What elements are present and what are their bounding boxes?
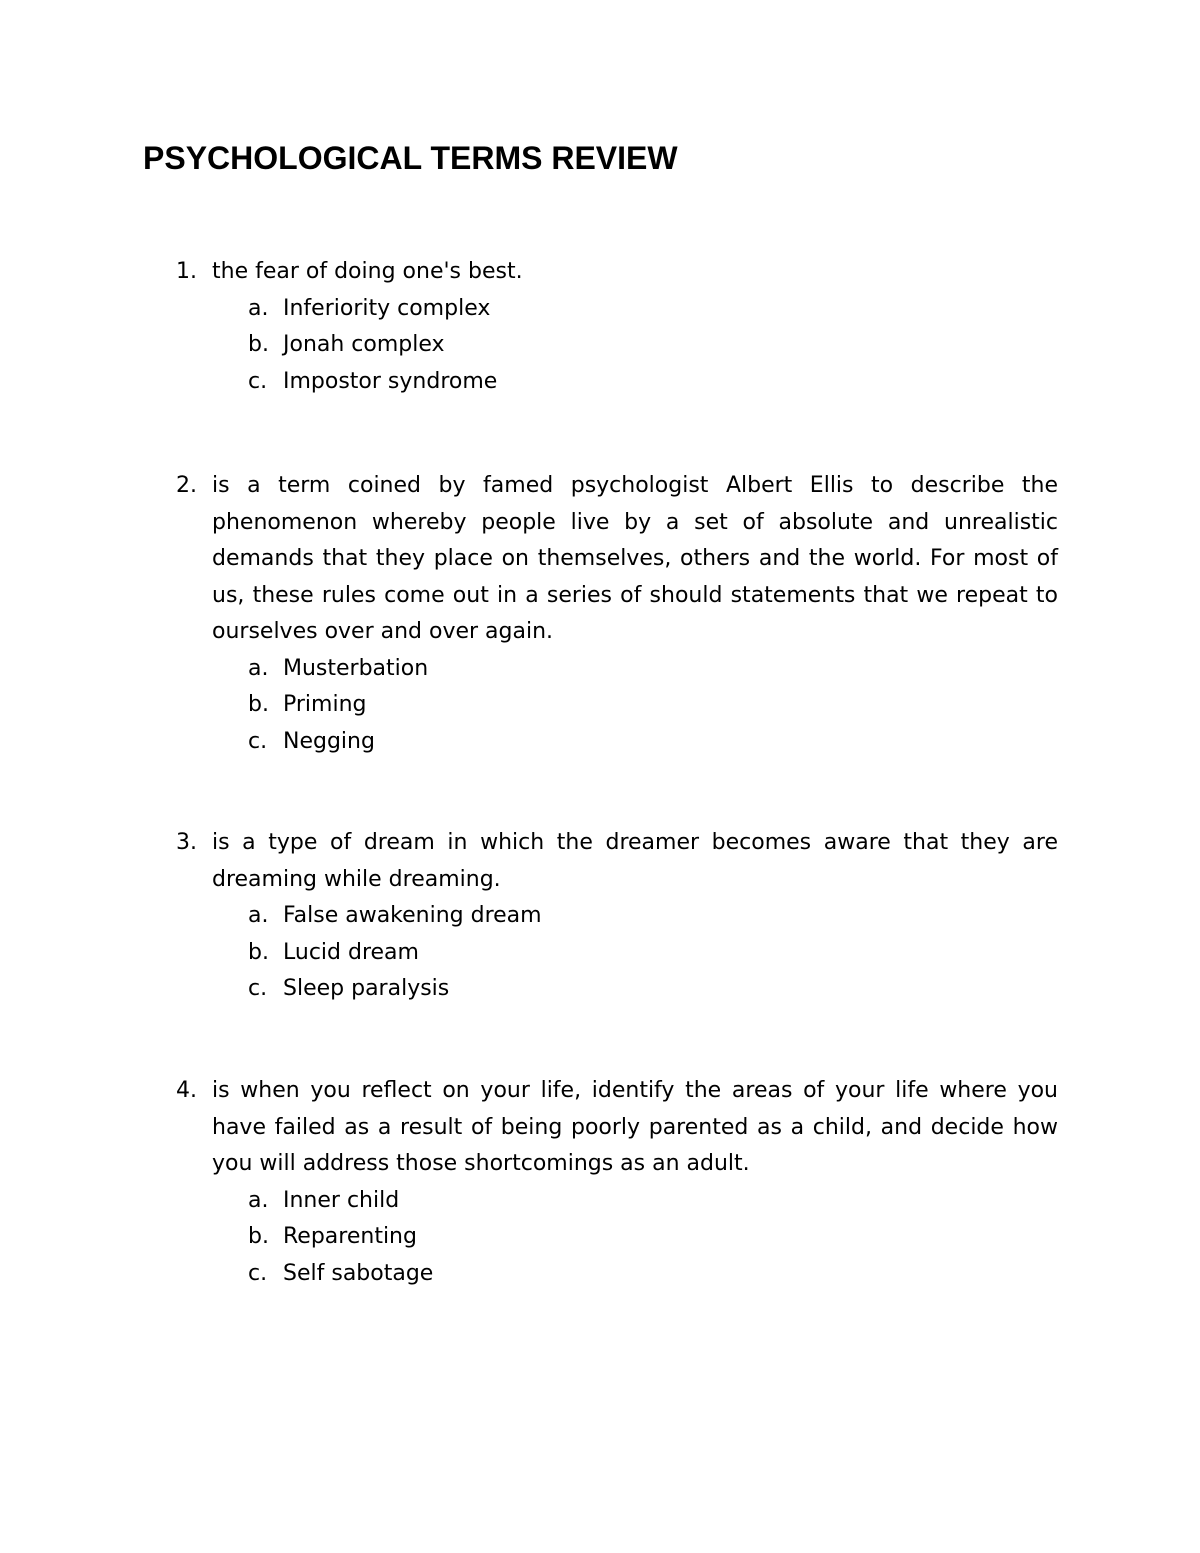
option-letter: b. <box>248 692 269 717</box>
answer-option <box>176 724 1058 761</box>
answer-options <box>176 1183 1058 1293</box>
option-text: Lucid dream <box>283 939 419 965</box>
option-letter: c. <box>248 976 268 1001</box>
answer-options <box>176 291 1058 401</box>
option-text: Priming <box>283 692 367 717</box>
answer-options <box>176 898 1058 1008</box>
option-letter: c. <box>248 728 268 754</box>
option-letter: a. <box>248 295 269 321</box>
option-text: Negging <box>283 728 375 754</box>
question-4 <box>176 1073 1058 1292</box>
question-number: 2. <box>176 473 197 498</box>
option-letter: b. <box>248 1224 269 1249</box>
question-stem <box>176 825 1058 898</box>
answer-option <box>176 1183 1058 1220</box>
answer-option <box>176 651 1058 688</box>
answer-option <box>176 898 1058 935</box>
option-letter: c. <box>248 368 268 394</box>
option-text: Inner child <box>283 1187 400 1213</box>
question-stem <box>176 1073 1058 1183</box>
option-text: Inferiority complex <box>283 295 491 321</box>
question-stem <box>176 468 1058 651</box>
question-1 <box>176 254 1058 400</box>
option-text: Sleep paralysis <box>283 976 450 1001</box>
option-text: False awakening dream <box>283 903 542 928</box>
answer-option <box>176 1256 1058 1293</box>
answer-option <box>176 971 1058 1008</box>
question-stem <box>176 254 1058 291</box>
question-text: is a term coined by famed psychologist Albert Ellis to describe the phenomenon whereby people live by a set of absolute and unrealistic demands that they place on themselves, others and the world. For most of us, these rules come out in a series of should statements that we repeat to ourselves over and over again. <box>212 473 1058 644</box>
question-text: is when you reflect on your life, identify the areas of your life where you have failed as a result of being poorly parented as a child, and decide how you will address those shortcomings as an adult. <box>212 1078 1058 1176</box>
answer-option <box>176 291 1058 328</box>
page-title: PSYCHOLOGICAL TERMS REVIEW <box>143 140 678 176</box>
option-text: Musterbation <box>283 655 429 681</box>
question-2 <box>176 468 1058 760</box>
answer-option <box>176 935 1058 972</box>
question-number: 3. <box>176 830 197 855</box>
answer-option <box>176 687 1058 724</box>
option-letter: a. <box>248 1187 269 1213</box>
option-text: Reparenting <box>283 1224 417 1249</box>
answer-option <box>176 364 1058 401</box>
answer-option <box>176 1219 1058 1256</box>
option-letter: b. <box>248 332 269 357</box>
option-letter: c. <box>248 1260 268 1286</box>
option-text: Jonah complex <box>283 332 445 357</box>
question-number: 1. <box>176 259 197 284</box>
option-text: Self sabotage <box>283 1260 434 1286</box>
question-number: 4. <box>176 1078 197 1103</box>
option-letter: b. <box>248 939 269 965</box>
question-text: is a type of dream in which the dreamer becomes aware that they are dreaming while dreaming. <box>212 830 1058 892</box>
answer-option <box>176 327 1058 364</box>
question-3 <box>176 825 1058 1008</box>
question-text: the fear of doing one's best. <box>212 259 523 284</box>
option-text: Impostor syndrome <box>283 368 498 394</box>
answer-options <box>176 651 1058 761</box>
option-letter: a. <box>248 903 269 928</box>
option-letter: a. <box>248 655 269 681</box>
